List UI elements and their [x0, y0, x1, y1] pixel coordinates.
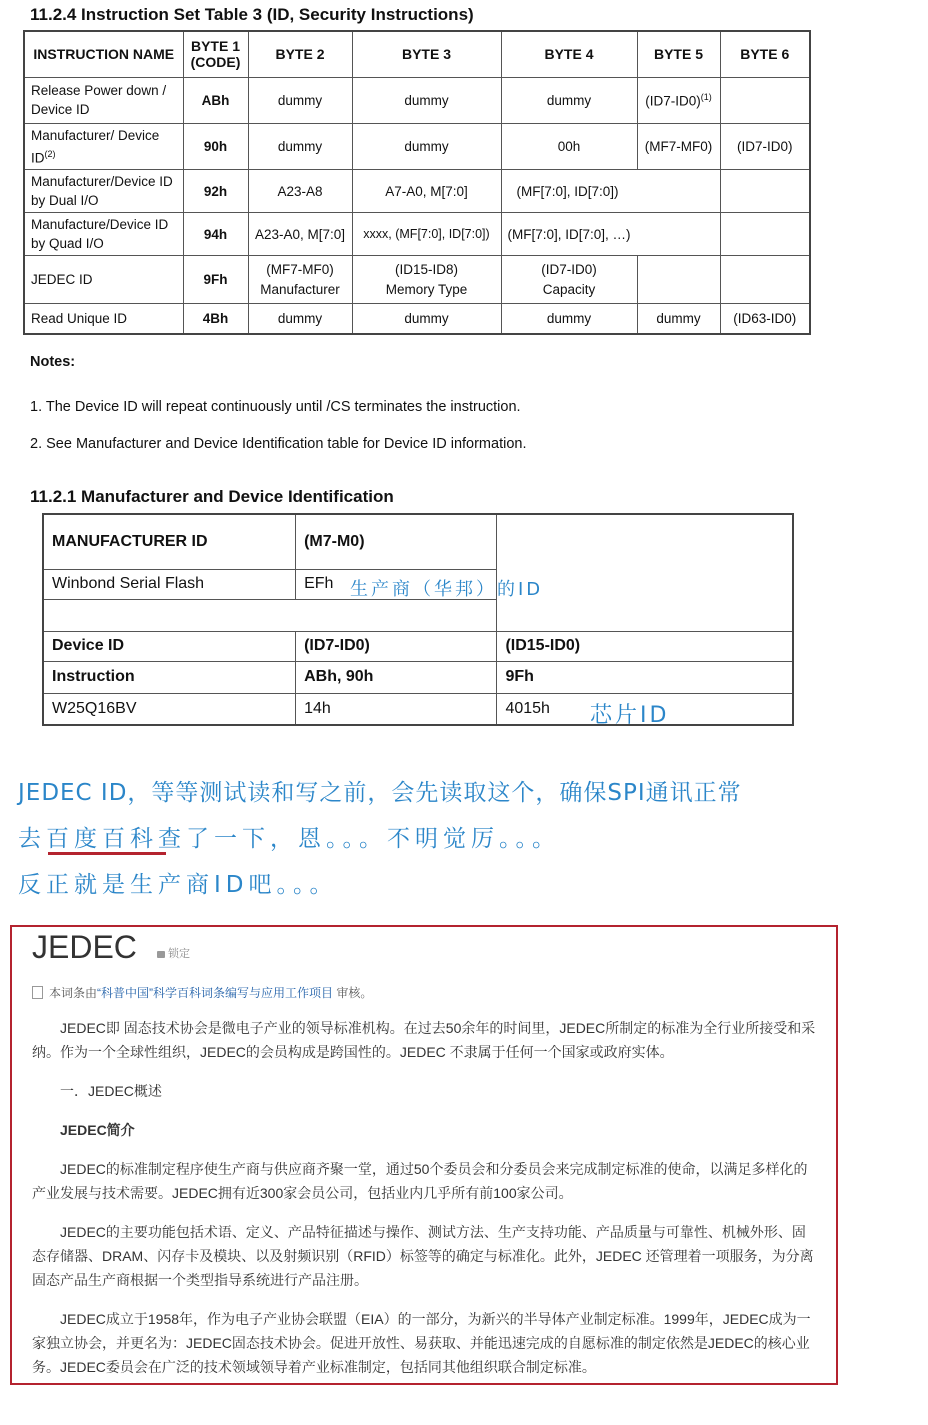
table-row — [24, 213, 810, 256]
byte3-cell: dummy — [352, 304, 501, 334]
byte4-cell: (ID7-ID0) Capacity — [501, 256, 637, 304]
byte3-cell: (ID15-ID8) Memory Type — [352, 256, 501, 304]
part-number: W25Q16BV — [43, 693, 296, 725]
note-item: 1. The Device ID will repeat continuously until /CS terminates the instruction. — [30, 399, 521, 415]
handwritten-line-3: 反正就是生产商ID吧。。。 — [18, 872, 338, 898]
table-row — [24, 256, 810, 304]
byte2-cell: dummy — [248, 77, 352, 123]
review-line: 本词条由“科普中国”科学百科词条编写与应用工作项目 审核。 — [32, 984, 372, 1001]
empty-cell — [43, 599, 497, 631]
byte3-cell: A7-A0, M[7:0] — [352, 170, 501, 213]
baike-paragraph: JEDEC即 固态技术协会是微电子产业的领导标准机构。在过去50余年的时间里，JEDEC所制定的标准为全行业所接受和采纳。作为一个全球性组织，JEDEC的会员构成是跨国性的。JEDEC 不隶属于任何一个国家或政府实体。 — [32, 1020, 816, 1060]
instruction-code: 92h — [183, 170, 248, 213]
byte4-cell: dummy — [501, 77, 637, 123]
instruction-name: Release Power down / Device ID — [24, 77, 183, 123]
lock-indicator[interactable]: 锁定 — [157, 945, 190, 961]
part-value: 14h — [296, 693, 497, 725]
baike-subheading: JEDEC简介 — [60, 1122, 135, 1138]
header-cell: BYTE 6 — [720, 31, 810, 77]
table-row — [43, 693, 793, 725]
byte6-cell — [720, 213, 810, 256]
baike-paragraph: JEDEC的主要功能包括术语、定义、产品特征描述与操作、测试方法、生产支持功能、产品质量与可靠性、机械外形、固态存储器、DRAM、闪存卡及模块、以及射频识别（RFID）标签等的确定与标准化。此外，JEDEC 还管理着一项服务，为分离固态产品生产商根据一个类型指导系统进行产品注册。 — [32, 1224, 814, 1288]
instruction-name: Manufacture/Device ID by Quad I/O — [24, 213, 183, 256]
instruction-label: Instruction — [43, 661, 296, 693]
handwritten-line-1: JEDEC ID，等等测试读和写之前，会先读取这个，确保SPI通讯正常 — [18, 780, 742, 806]
instruction-code: 90h — [183, 123, 248, 170]
byte6-cell — [720, 77, 810, 123]
header-cell: BYTE 2 — [248, 31, 352, 77]
baike-subheading: 一．JEDEC概述 — [60, 1083, 162, 1099]
mfr-id-bits: (M7-M0) — [296, 514, 497, 569]
handwritten-underline — [48, 852, 166, 855]
table-row — [24, 170, 810, 213]
byte3-cell: xxxx, (MF[7:0], ID[7:0]) — [352, 213, 501, 256]
baike-excerpt-box — [10, 925, 838, 1385]
device-id-bits: (ID15-ID0) — [497, 631, 793, 661]
instruction-name: JEDEC ID — [24, 256, 183, 304]
byte5-cell: $(ID7-ID0)^{(1)}$ — [637, 77, 720, 123]
mfr-value: EFh — [296, 569, 497, 599]
instruction-name: Manufacturer/ Device ID$^{(2)}$ — [24, 123, 183, 170]
header-cell: BYTE 5 — [637, 31, 720, 77]
table-row — [43, 661, 793, 693]
byte5-cell — [637, 256, 720, 304]
instruction-code: 94h — [183, 213, 248, 256]
byte6-cell — [720, 170, 810, 213]
handwritten-chip-note: 芯片ID — [590, 703, 670, 728]
instruction-name: Manufacturer/Device ID by Dual I/O — [24, 170, 183, 213]
device-id-bits: (ID7-ID0) — [296, 631, 497, 661]
device-id-label: Device ID — [43, 631, 296, 661]
lock-icon — [157, 951, 165, 958]
table-row — [24, 123, 810, 170]
table-row — [24, 77, 810, 123]
byte6-cell: (ID7-ID0) — [720, 123, 810, 170]
byte3-cell: dummy — [352, 123, 501, 170]
manufacturer-device-table — [42, 513, 794, 726]
byte4-cell: (MF[7:0], ID[7:0], …) — [501, 213, 720, 256]
mfr-id-label: MANUFACTURER ID — [43, 514, 296, 569]
byte2-cell: A23-A8 — [248, 170, 352, 213]
byte4-cell: (MF[7:0], ID[7:0]) — [501, 170, 720, 213]
empty-cell — [497, 514, 793, 631]
section-title-instruction-set: 11.2.4 Instruction Set Table 3 (ID, Security Instructions) — [30, 5, 474, 24]
header-cell: BYTE 1 (CODE) — [183, 31, 248, 77]
note-item: 2. See Manufacturer and Device Identification table for Device ID information. — [30, 436, 527, 452]
review-link[interactable]: “科普中国” — [97, 986, 154, 1000]
baike-paragraph: JEDEC成立于1958年，作为电子产业协会联盟（EIA）的一部分，为新兴的半导体产业制定标准。1999年，JEDEC成为一家独立协会，并更名为：JEDEC固态技术协会。促进开放性、易获取、并能迅速完成的自愿标准的制定依然是JEDEC的核心业务。JEDEC委员会在广泛的技术领域领导着产业标准制定，包括同其他组织联合制定标准。 — [32, 1311, 811, 1375]
byte6-cell — [720, 256, 810, 304]
handwritten-mfr-note: 生产商（华邦）的ID — [350, 579, 544, 600]
instruction-set-table — [23, 30, 811, 335]
notes-heading: Notes: — [30, 354, 76, 370]
header-cell: INSTRUCTION NAME — [24, 31, 183, 77]
table-header-row — [24, 31, 810, 77]
handwritten-line-2: 去百度百科查了一下，恩。。。不明觉厉。。。 — [18, 826, 560, 852]
byte4-cell: dummy — [501, 304, 637, 334]
byte6-cell: (ID63-ID0) — [720, 304, 810, 334]
instruction-name: Read Unique ID — [24, 304, 183, 334]
byte3-cell: dummy — [352, 77, 501, 123]
table-row — [43, 514, 793, 569]
byte2-cell: dummy — [248, 123, 352, 170]
table-row — [24, 304, 810, 334]
instruction-code: ABh — [183, 77, 248, 123]
byte2-cell: dummy — [248, 304, 352, 334]
byte2-cell: (MF7-MF0) Manufacturer — [248, 256, 352, 304]
byte5-cell: dummy — [637, 304, 720, 334]
instruction-value: 9Fh — [497, 661, 793, 693]
table-row — [43, 631, 793, 661]
section-title-manufacturer: 11.2.1 Manufacturer and Device Identification — [30, 487, 394, 506]
instruction-code: 4Bh — [183, 304, 248, 334]
mfr-name: Winbond Serial Flash — [43, 569, 296, 599]
review-link[interactable]: 科学百科词条编写与应用工作项目 — [153, 986, 334, 1000]
baike-title: JEDEC — [32, 929, 137, 965]
part-value: 4015h — [497, 693, 793, 725]
baike-paragraph: JEDEC的标准制定程序使生产商与供应商齐聚一堂，通过50个委员会和分委员会来完成制定标准的使命，以满足多样化的产业发展与技术需要。JEDEC拥有近300家会员公司，包括业内几乎所有前100家公司。 — [32, 1161, 808, 1201]
byte4-cell: 00h — [501, 123, 637, 170]
header-cell: BYTE 3 — [352, 31, 501, 77]
byte5-cell: (MF7-MF0) — [637, 123, 720, 170]
header-cell: BYTE 4 — [501, 31, 637, 77]
instruction-value: ABh, 90h — [296, 661, 497, 693]
byte2-cell: A23-A0, M[7:0] — [248, 213, 352, 256]
instruction-code: 9Fh — [183, 256, 248, 304]
document-icon — [32, 986, 43, 999]
